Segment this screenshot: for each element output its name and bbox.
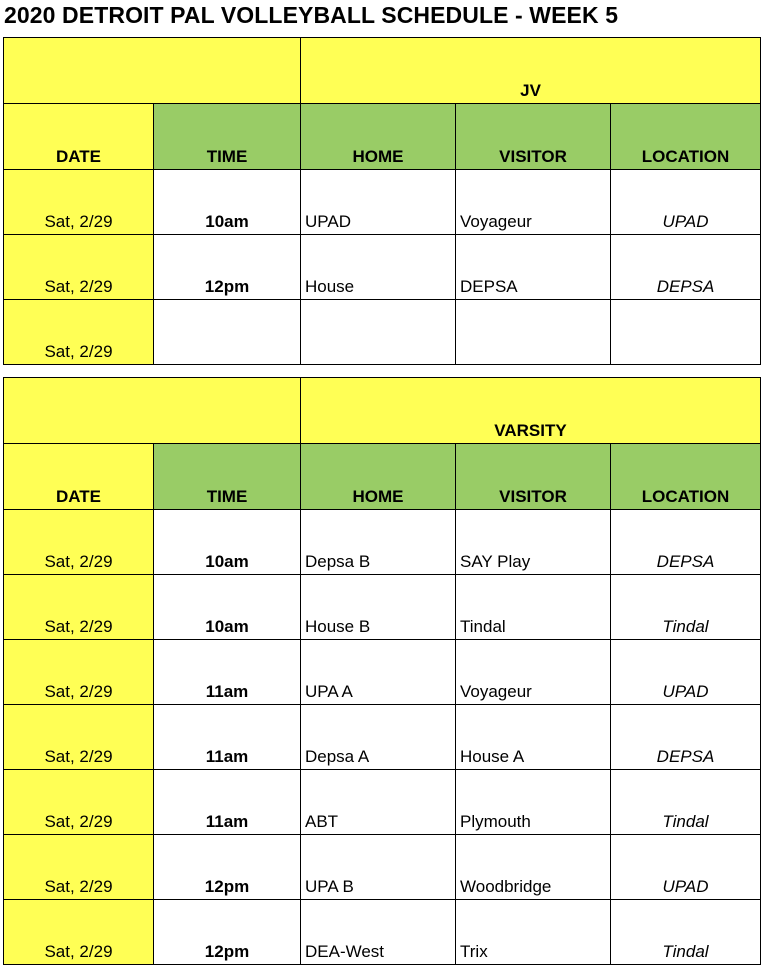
table-row (4, 235, 761, 300)
cell-home (301, 300, 456, 365)
division-label-row (4, 38, 761, 104)
jv-schedule-table (3, 37, 761, 365)
table-row (4, 770, 761, 835)
cell-date: Sat, 2/29 (4, 170, 154, 235)
cell-time: 11am (154, 770, 301, 835)
cell-time: 12pm (154, 900, 301, 965)
table-row (4, 835, 761, 900)
cell-home: House B (301, 575, 456, 640)
cell-date: Sat, 2/29 (4, 770, 154, 835)
table-row (4, 705, 761, 770)
cell-location (611, 300, 761, 365)
cell-date: Sat, 2/29 (4, 640, 154, 705)
cell-date: Sat, 2/29 (4, 705, 154, 770)
cell-visitor: Trix (456, 900, 611, 965)
division-label-spacer (4, 378, 301, 444)
cell-home: ABT (301, 770, 456, 835)
cell-visitor: House A (456, 705, 611, 770)
cell-location: DEPSA (611, 705, 761, 770)
header-home: HOME (301, 104, 456, 170)
cell-visitor: Voyageur (456, 170, 611, 235)
cell-location: Tindal (611, 900, 761, 965)
cell-location: Tindal (611, 770, 761, 835)
varsity-schedule-table (3, 377, 761, 965)
header-time: TIME (154, 444, 301, 510)
table-row (4, 640, 761, 705)
cell-visitor: Tindal (456, 575, 611, 640)
cell-home: Depsa A (301, 705, 456, 770)
table-row (4, 300, 761, 365)
page-title: 2020 DETROIT PAL VOLLEYBALL SCHEDULE - WEEK 5 (4, 2, 619, 28)
cell-home: UPA B (301, 835, 456, 900)
table-row (4, 510, 761, 575)
cell-location: UPAD (611, 640, 761, 705)
cell-home: UPAD (301, 170, 456, 235)
cell-time: 12pm (154, 235, 301, 300)
division-label: VARSITY (301, 378, 761, 444)
cell-visitor: Plymouth (456, 770, 611, 835)
table-row (4, 900, 761, 965)
cell-location: DEPSA (611, 235, 761, 300)
cell-date: Sat, 2/29 (4, 575, 154, 640)
cell-location: DEPSA (611, 510, 761, 575)
header-location: LOCATION (611, 104, 761, 170)
header-row (4, 444, 761, 510)
division-label: JV (301, 38, 761, 104)
cell-visitor: SAY Play (456, 510, 611, 575)
table-row (4, 575, 761, 640)
cell-time (154, 300, 301, 365)
cell-time: 10am (154, 575, 301, 640)
cell-location: UPAD (611, 835, 761, 900)
cell-date: Sat, 2/29 (4, 300, 154, 365)
cell-date: Sat, 2/29 (4, 835, 154, 900)
cell-visitor: Woodbridge (456, 835, 611, 900)
division-label-spacer (4, 38, 301, 104)
cell-date: Sat, 2/29 (4, 235, 154, 300)
cell-visitor: DEPSA (456, 235, 611, 300)
division-label-row (4, 378, 761, 444)
header-home: HOME (301, 444, 456, 510)
cell-time: 11am (154, 705, 301, 770)
header-time: TIME (154, 104, 301, 170)
header-date: DATE (4, 104, 154, 170)
cell-date: Sat, 2/29 (4, 510, 154, 575)
cell-time: 10am (154, 510, 301, 575)
header-location: LOCATION (611, 444, 761, 510)
cell-time: 12pm (154, 835, 301, 900)
table-row (4, 170, 761, 235)
cell-location: Tindal (611, 575, 761, 640)
header-date: DATE (4, 444, 154, 510)
cell-home: UPA A (301, 640, 456, 705)
cell-time: 10am (154, 170, 301, 235)
cell-date: Sat, 2/29 (4, 900, 154, 965)
header-row (4, 104, 761, 170)
cell-visitor (456, 300, 611, 365)
cell-home: House (301, 235, 456, 300)
header-visitor: VISITOR (456, 104, 611, 170)
cell-location: UPAD (611, 170, 761, 235)
cell-home: DEA-West (301, 900, 456, 965)
cell-visitor: Voyageur (456, 640, 611, 705)
header-visitor: VISITOR (456, 444, 611, 510)
cell-time: 11am (154, 640, 301, 705)
cell-home: Depsa B (301, 510, 456, 575)
